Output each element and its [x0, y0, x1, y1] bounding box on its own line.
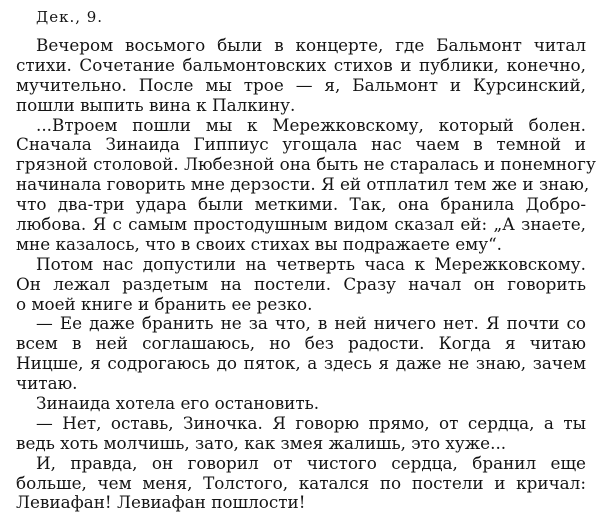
paragraph — [0, 314, 600, 394]
text-line: Зинаида хотела его остановить. — [36, 394, 320, 414]
entry-date: Дек., 9. — [36, 8, 104, 26]
paragraph — [0, 255, 600, 315]
text-line: читаю. — [16, 374, 78, 394]
text-line: Потом нас допустили на четверть часа к Мережковскому. — [36, 254, 586, 274]
text-line: стихи. Сочетание бальмонтовских стихов и публики, конечно, — [16, 55, 586, 75]
text-line: ведь хоть молчишь, зато, как змея жалишь, это хуже... — [16, 433, 507, 453]
paragraph — [0, 394, 600, 414]
text-line: пошли выпить вина к Палкину. — [16, 95, 296, 115]
text-line: Левиафан! Левиафан пошлости! — [16, 493, 306, 513]
text-line: грязной столовой. Любезной она быть не старалась и понемногу — [16, 155, 596, 175]
paragraph — [0, 116, 600, 255]
text-line: мучительно. После мы трое — я, Бальмонт и Курсинский, — [16, 75, 586, 95]
text-line: начинала говорить мне дерзости. Я ей отплатил тем же и знаю, — [16, 175, 590, 195]
text-line: мне казалось, что в своих стихах вы подражаете ему“. — [16, 234, 502, 254]
text-line: что два-три удара были меткими. Так, она бранила Добро- — [16, 195, 586, 215]
paragraph — [0, 454, 600, 514]
diary-body — [0, 36, 600, 513]
text-line: больше, чем меня, Толстого, катался по постели и кричал: — [16, 473, 586, 493]
text-line: — Ее даже бранить не за что, в ней ничего нет. Я почти со — [36, 314, 586, 334]
text-line: Сначала Зинаида Гиппиус угощала нас чаем в темной и — [16, 135, 586, 155]
text-line: о моей книге и бранить ее резко. — [16, 294, 313, 314]
text-line: И, правда, он говорил от чистого сердца, бранил еще — [36, 453, 586, 473]
text-line: ...Втроем пошли мы к Мережковскому, который болен. — [36, 115, 586, 135]
paragraph — [0, 414, 600, 454]
text-line: любова. Я с самым простодушным видом сказал ей: „А знаете, — [16, 215, 586, 235]
text-line: всем в ней соглашаюсь, но без радости. Когда я читаю — [16, 334, 586, 354]
text-line: Ницше, я содрогаюсь до пяток, а здесь я даже не знаю, зачем — [16, 354, 586, 374]
paragraph — [0, 36, 600, 116]
text-line: — Нет, оставь, Зиночка. Я говорю прямо, от сердца, а ты — [36, 413, 586, 433]
text-line: Он лежал раздетым на постели. Сразу начал он говорить — [16, 274, 586, 294]
text-line: Вечером восьмого были в концерте, где Бальмонт читал — [36, 36, 586, 55]
